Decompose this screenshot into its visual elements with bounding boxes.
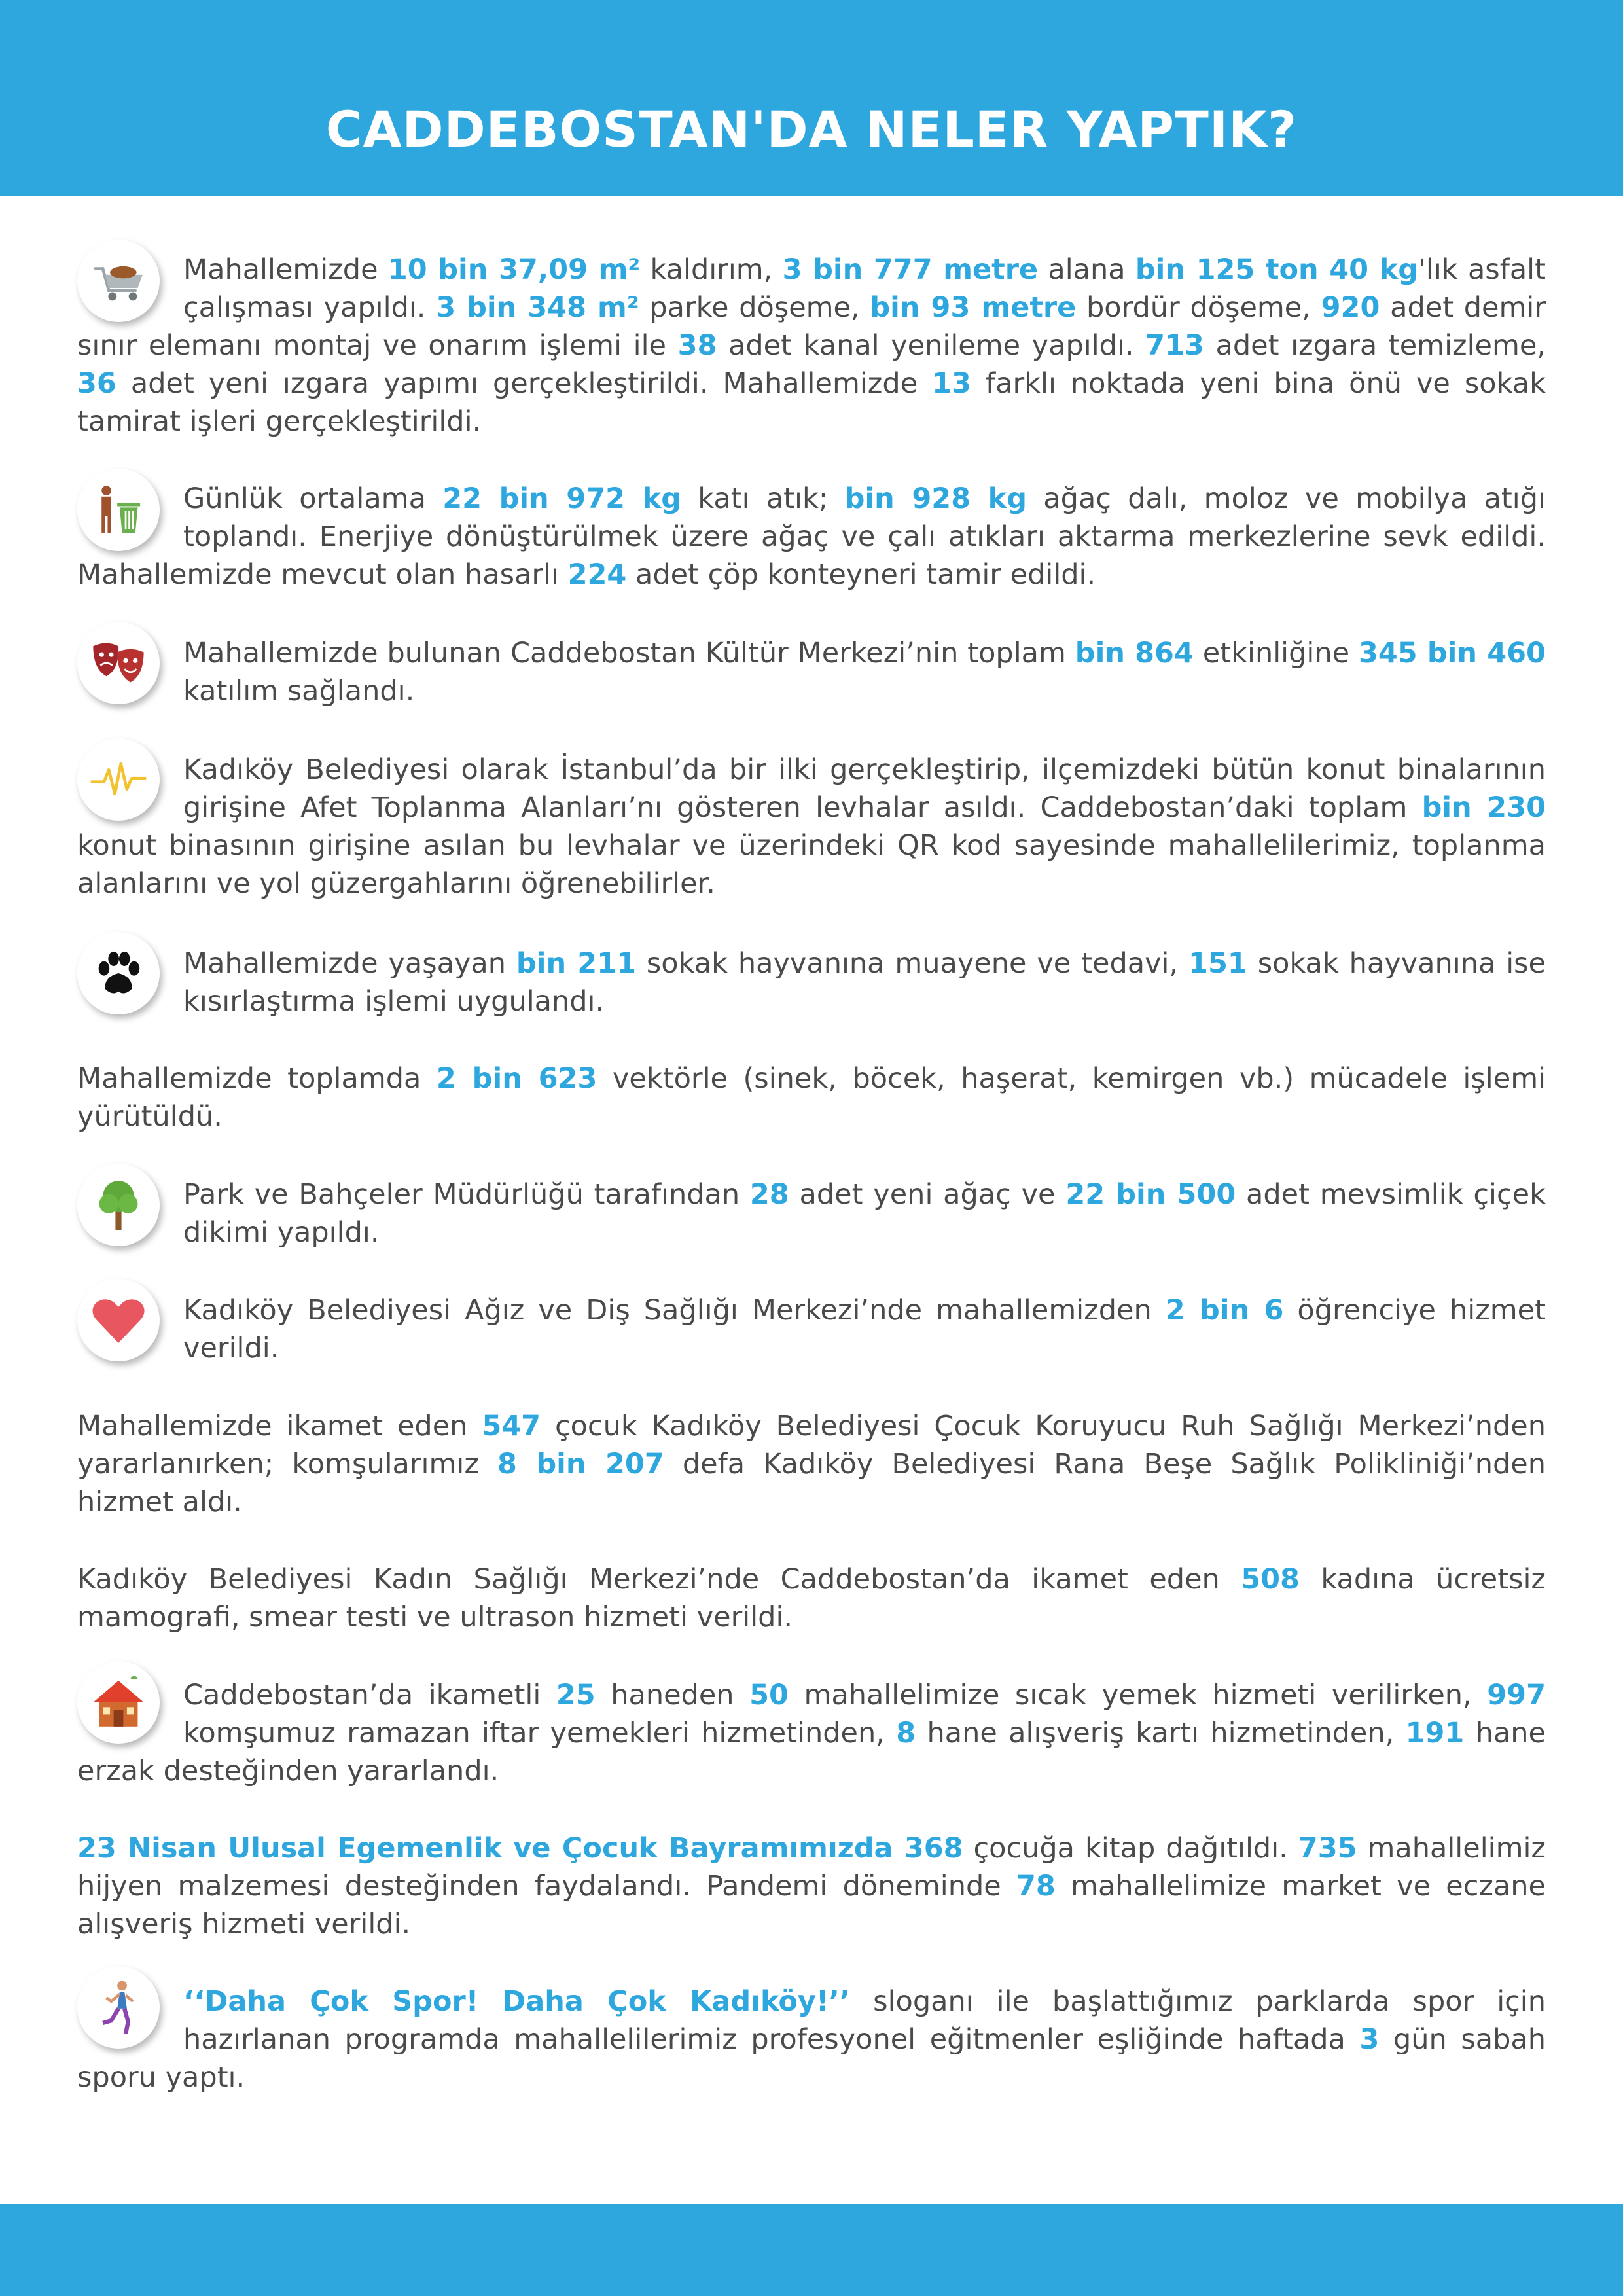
paragraph-parks: Park ve Bahçeler Müdürlüğü tarafından 28 adet yeni ağaç ve 22 bin 500 adet mevsimlik çiçek dikimi yapıldı. <box>183 1178 1546 1249</box>
paragraph-waste: Günlük ortalama 22 bin 972 kg katı atık; bin 928 kg ağaç dalı, moloz ve mobilya atığı toplandı. Enerjiye dönüştürülmek üzere ağaç ve çalı atıkları aktarma merkezlerine sevk edildi. Mahallemizde mevcut olan hasarlı 224 adet çöp konteyneri tamir edildi. <box>77 482 1546 591</box>
paragraph-infrastructure: Mahallemizde 10 bin 37,09 m² kaldırım, 3 bin 777 metre alana bin 125 ton 40 kg'lık asfalt çalışması yapıldı. 3 bin 348 m² parke döşeme, bin 93 metre bordür döşeme, 920 adet demir sınır elemanı montaj ve onarım işlemi ile 38 adet kanal yenileme yapıldı. 713 adet ızgara temizleme, 36 adet yeni ızgara yapımı gerçekleştirildi. Mahallemizde 13 farklı noktada yeni bina önü ve sokak tamirat işleri gerçekleştirildi. <box>77 253 1546 438</box>
paragraph-womens-health: Kadıköy Belediyesi Kadın Sağlığı Merkezi’nde Caddebostan’da ikamet eden 508 kadına ücretsiz mamografi, smear testi ve ultrason hizmeti verildi. <box>77 1563 1546 1634</box>
paragraph-disaster: Kadıköy Belediyesi olarak İstanbul’da bir ilki gerçekleştirip, ilçemizdeki bütün konut binalarının girişine Afet Toplanma Alanları’nı gösteren levhalar asıldı. Caddebostan’daki toplam bin 230 konut binasının girişine asılan bu levhalar ve üzerindeki QR kod sayesinde mahallelilerimiz, toplanma alanlarını ve yol güzergahlarını öğrenebilirler. <box>77 753 1546 900</box>
paragraph-dental: Kadıköy Belediyesi Ağız ve Diş Sağlığı Merkezi’nde mahallemizden 2 bin 6 öğrenciye hizmet verildi. <box>183 1294 1546 1365</box>
header-band <box>0 0 1623 196</box>
paragraph-sports: ‘‘Daha Çok Spor! Daha Çok Kadıköy!’’ sloganı ile başlattığımız parklarda spor için hazırlanan programda mahallelilerimiz profesyonel eğitmenler eşliğinde haftada 3 gün sabah sporu yaptı. <box>77 1985 1546 2094</box>
paragraph-vectors: Mahallemizde toplamda 2 bin 623 vektörle (sinek, böcek, haşerat, kemirgen vb.) mücadele işlemi yürütüldü. <box>77 1062 1546 1133</box>
paragraph-mental-health: Mahallemizde ikamet eden 547 çocuk Kadıköy Belediyesi Çocuk Koruyucu Ruh Sağlığı Merkezi’nden yararlanırken; komşularımız 8 bin 207 defa Kadıköy Belediyesi Rana Beşe Sağlık Polikliniği’nden hizmet aldı. <box>77 1410 1546 1518</box>
page-title: CADDEBOSTAN'DA NELER YAPTIK? <box>325 100 1298 158</box>
paragraph-animals: Mahallemizde yaşayan bin 211 sokak hayvanına muayene ve tedavi, 151 sokak hayvanına ise kısırlaştırma işlemi uygulandı. <box>183 947 1546 1018</box>
paragraph-social-support: Caddebostan’da ikametli 25 haneden 50 mahallelimize sıcak yemek hizmeti verilirken, 997 komşumuz ramazan iftar yemekleri hizmetinden, 8 hane alışveriş kartı hizmetinden, 191 hane erzak desteğinden yararlandı. <box>77 1679 1546 1787</box>
paragraph-childrens-day: 23 Nisan Ulusal Egemenlik ve Çocuk Bayramımızda 368 çocuğa kitap dağıtıldı. 735 mahallelimiz hijyen malzemesi desteğinden faydalandı. Pandemi döneminde 78 mahallelimize market ve eczane alışveriş hizmeti verildi. <box>77 1832 1546 1941</box>
paragraph-culture: Mahallemizde bulunan Caddebostan Kültür Merkezi’nin toplam bin 864 etkinliğine 345 bin 460 katılım sağlandı. <box>183 637 1546 708</box>
footer-band <box>0 2204 1623 2296</box>
